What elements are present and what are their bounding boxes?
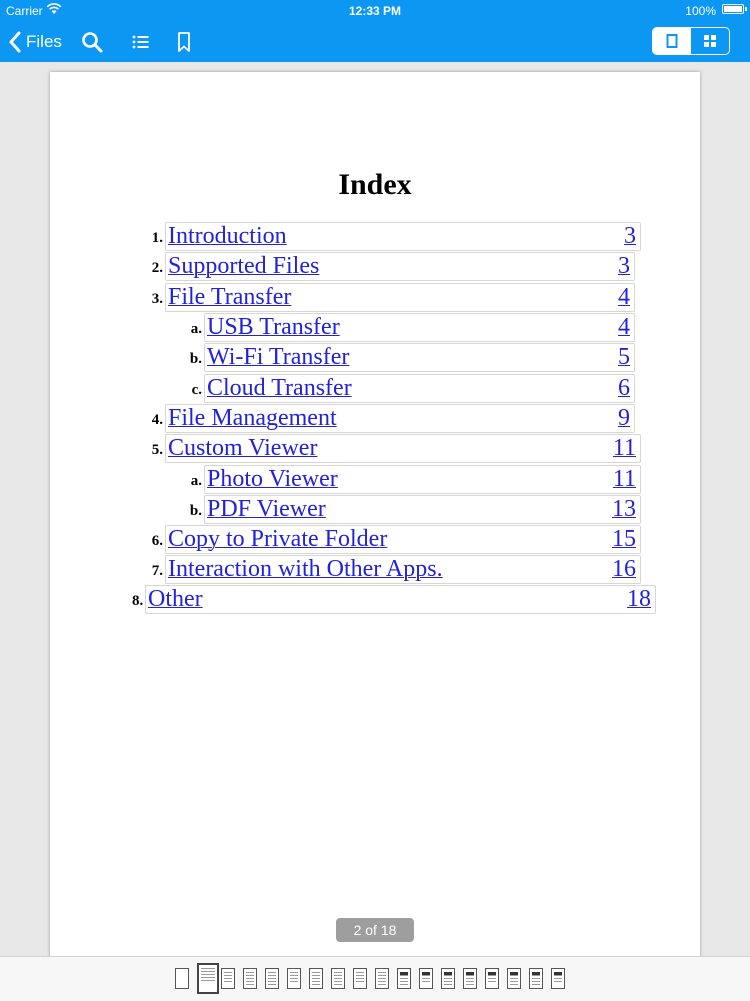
toc-link-page-number: 6 xyxy=(618,375,630,401)
document-page xyxy=(50,72,700,962)
toc-link[interactable] xyxy=(207,315,630,339)
toc-entry-number: 2. xyxy=(151,260,163,276)
toc-entry-number: 5. xyxy=(151,442,163,458)
page-thumbnail[interactable] xyxy=(265,968,279,989)
page-thumbnail[interactable] xyxy=(287,968,301,989)
toc-entry xyxy=(50,343,700,373)
toc-link-page-number: 11 xyxy=(612,466,636,492)
toc-link[interactable] xyxy=(207,467,636,491)
page-indicator: 2 of 18 xyxy=(336,918,414,942)
page-thumbnail[interactable] xyxy=(507,968,521,989)
toc-entry-number: c. xyxy=(191,382,202,398)
toc-entry-number: 7. xyxy=(151,563,163,579)
toc-entry xyxy=(50,404,700,434)
toc-link[interactable] xyxy=(168,527,636,551)
toc-link-box xyxy=(165,283,635,312)
page-thumbnail[interactable] xyxy=(175,968,189,989)
toc-link-box xyxy=(145,585,656,614)
toc-entry xyxy=(50,525,700,555)
toc-link-page-number: 11 xyxy=(612,435,636,461)
page-thumbnail[interactable] xyxy=(331,968,345,989)
single-page-icon xyxy=(665,34,679,48)
toc-link[interactable] xyxy=(207,345,630,369)
view-mode-toggle xyxy=(652,27,730,55)
back-button-label: Files xyxy=(26,32,62,51)
toc-entry-number: b. xyxy=(189,503,202,519)
page-thumbnail[interactable] xyxy=(441,968,455,989)
toc-link[interactable] xyxy=(168,254,630,278)
toc-link-label: Supported Files xyxy=(168,253,320,279)
toc-link-page-number: 3 xyxy=(624,223,636,249)
status-bar xyxy=(0,0,750,22)
page-thumbnail[interactable] xyxy=(375,968,389,989)
toc-entry xyxy=(50,374,700,404)
toc-link-label: Custom Viewer xyxy=(168,435,318,461)
back-button[interactable] xyxy=(8,28,62,56)
toc-entry xyxy=(50,585,700,615)
toc-entry xyxy=(50,465,700,495)
top-bar xyxy=(0,0,750,62)
toc-link-box xyxy=(165,404,635,433)
toc-link[interactable] xyxy=(207,376,630,400)
page-title: Index xyxy=(338,168,412,201)
toc-entry xyxy=(50,434,700,464)
toc-link-page-number: 13 xyxy=(612,496,636,522)
toc-link-label: Wi-Fi Transfer xyxy=(207,344,350,370)
toc-link-label: File Transfer xyxy=(168,284,292,310)
toc-link[interactable] xyxy=(168,436,636,460)
toc-link-label: File Management xyxy=(168,405,337,431)
toc-entry xyxy=(50,555,700,585)
toc-link-box xyxy=(204,495,641,524)
toc-link-page-number: 18 xyxy=(627,586,651,612)
toc-link[interactable] xyxy=(168,557,636,581)
toc-entry-number: a. xyxy=(190,321,202,337)
toc-link-box xyxy=(165,222,641,251)
grid-view-button[interactable] xyxy=(691,28,729,54)
page-thumbnail[interactable] xyxy=(243,968,257,989)
toc-link-label: Introduction xyxy=(168,223,287,249)
toc-link-label: Copy to Private Folder xyxy=(168,526,388,552)
page-thumbnail[interactable] xyxy=(551,968,565,989)
toc-entry-number: 1. xyxy=(151,230,163,246)
toc-link-box xyxy=(204,313,635,342)
bookmark-icon[interactable] xyxy=(172,30,196,54)
single-page-view-button[interactable] xyxy=(653,28,691,54)
toc-entry xyxy=(50,222,700,252)
toc-link-box xyxy=(204,465,641,494)
page-thumbnail[interactable] xyxy=(197,963,219,994)
toc-entry-number: 4. xyxy=(151,412,163,428)
page-thumbnail[interactable] xyxy=(397,968,411,989)
toc-link[interactable] xyxy=(168,285,630,309)
toc-link-box xyxy=(165,252,635,281)
toc-link-box xyxy=(204,374,635,403)
battery-icon xyxy=(722,4,744,14)
toc-link[interactable] xyxy=(148,587,651,611)
toc-link-box xyxy=(165,525,641,554)
page-thumbnail[interactable] xyxy=(221,968,235,989)
toc-link-label: PDF Viewer xyxy=(207,496,326,522)
clock: 12:33 PM xyxy=(348,4,402,18)
page-thumbnail[interactable] xyxy=(309,968,323,989)
toc-link-box xyxy=(165,434,641,463)
page-thumbnail[interactable] xyxy=(419,968,433,989)
toc-link-page-number: 15 xyxy=(612,526,636,552)
toc-link-page-number: 16 xyxy=(612,556,636,582)
toc-link-page-number: 9 xyxy=(618,405,630,431)
toc-link-box xyxy=(204,343,635,372)
grid-icon xyxy=(703,34,717,48)
page-thumbnail[interactable] xyxy=(485,968,499,989)
toc-link[interactable] xyxy=(168,224,636,248)
toc-entry xyxy=(50,313,700,343)
toc-entry-number: b. xyxy=(189,351,202,367)
toc-entry-number: 8. xyxy=(132,593,144,609)
toc-link[interactable] xyxy=(207,497,636,521)
carrier-label: Carrier xyxy=(6,4,43,18)
toc-link-page-number: 3 xyxy=(618,253,630,279)
toc-entry xyxy=(50,252,700,282)
page-thumbnail[interactable] xyxy=(353,968,367,989)
toc-link-page-number: 4 xyxy=(618,284,630,310)
toc-link-page-number: 5 xyxy=(618,344,630,370)
toc-link-label: Cloud Transfer xyxy=(207,375,352,401)
page-thumbnail[interactable] xyxy=(463,968,477,989)
page-thumbnail[interactable] xyxy=(529,968,543,989)
toc-link-label: Interaction with Other Apps. xyxy=(168,556,443,582)
toc-link-label: Other xyxy=(148,586,203,612)
toc-entry-number: 6. xyxy=(151,533,163,549)
battery-percentage: 100% xyxy=(685,4,716,18)
toc-link-label: Photo Viewer xyxy=(207,466,338,492)
navigation-bar xyxy=(0,22,750,62)
chevron-left-icon xyxy=(8,31,22,53)
toc-entry-number: a. xyxy=(190,473,202,489)
list-icon[interactable] xyxy=(129,30,153,54)
thumbnail-strip xyxy=(0,956,750,1001)
toc-entry xyxy=(50,495,700,525)
toc-link-page-number: 4 xyxy=(618,314,630,340)
toc-entry-number: 3. xyxy=(151,291,163,307)
toc-link-label: USB Transfer xyxy=(207,314,340,340)
search-icon[interactable] xyxy=(80,30,104,54)
toc-link-box xyxy=(165,555,641,584)
toc-entry xyxy=(50,283,700,313)
toc-link[interactable] xyxy=(168,406,630,430)
